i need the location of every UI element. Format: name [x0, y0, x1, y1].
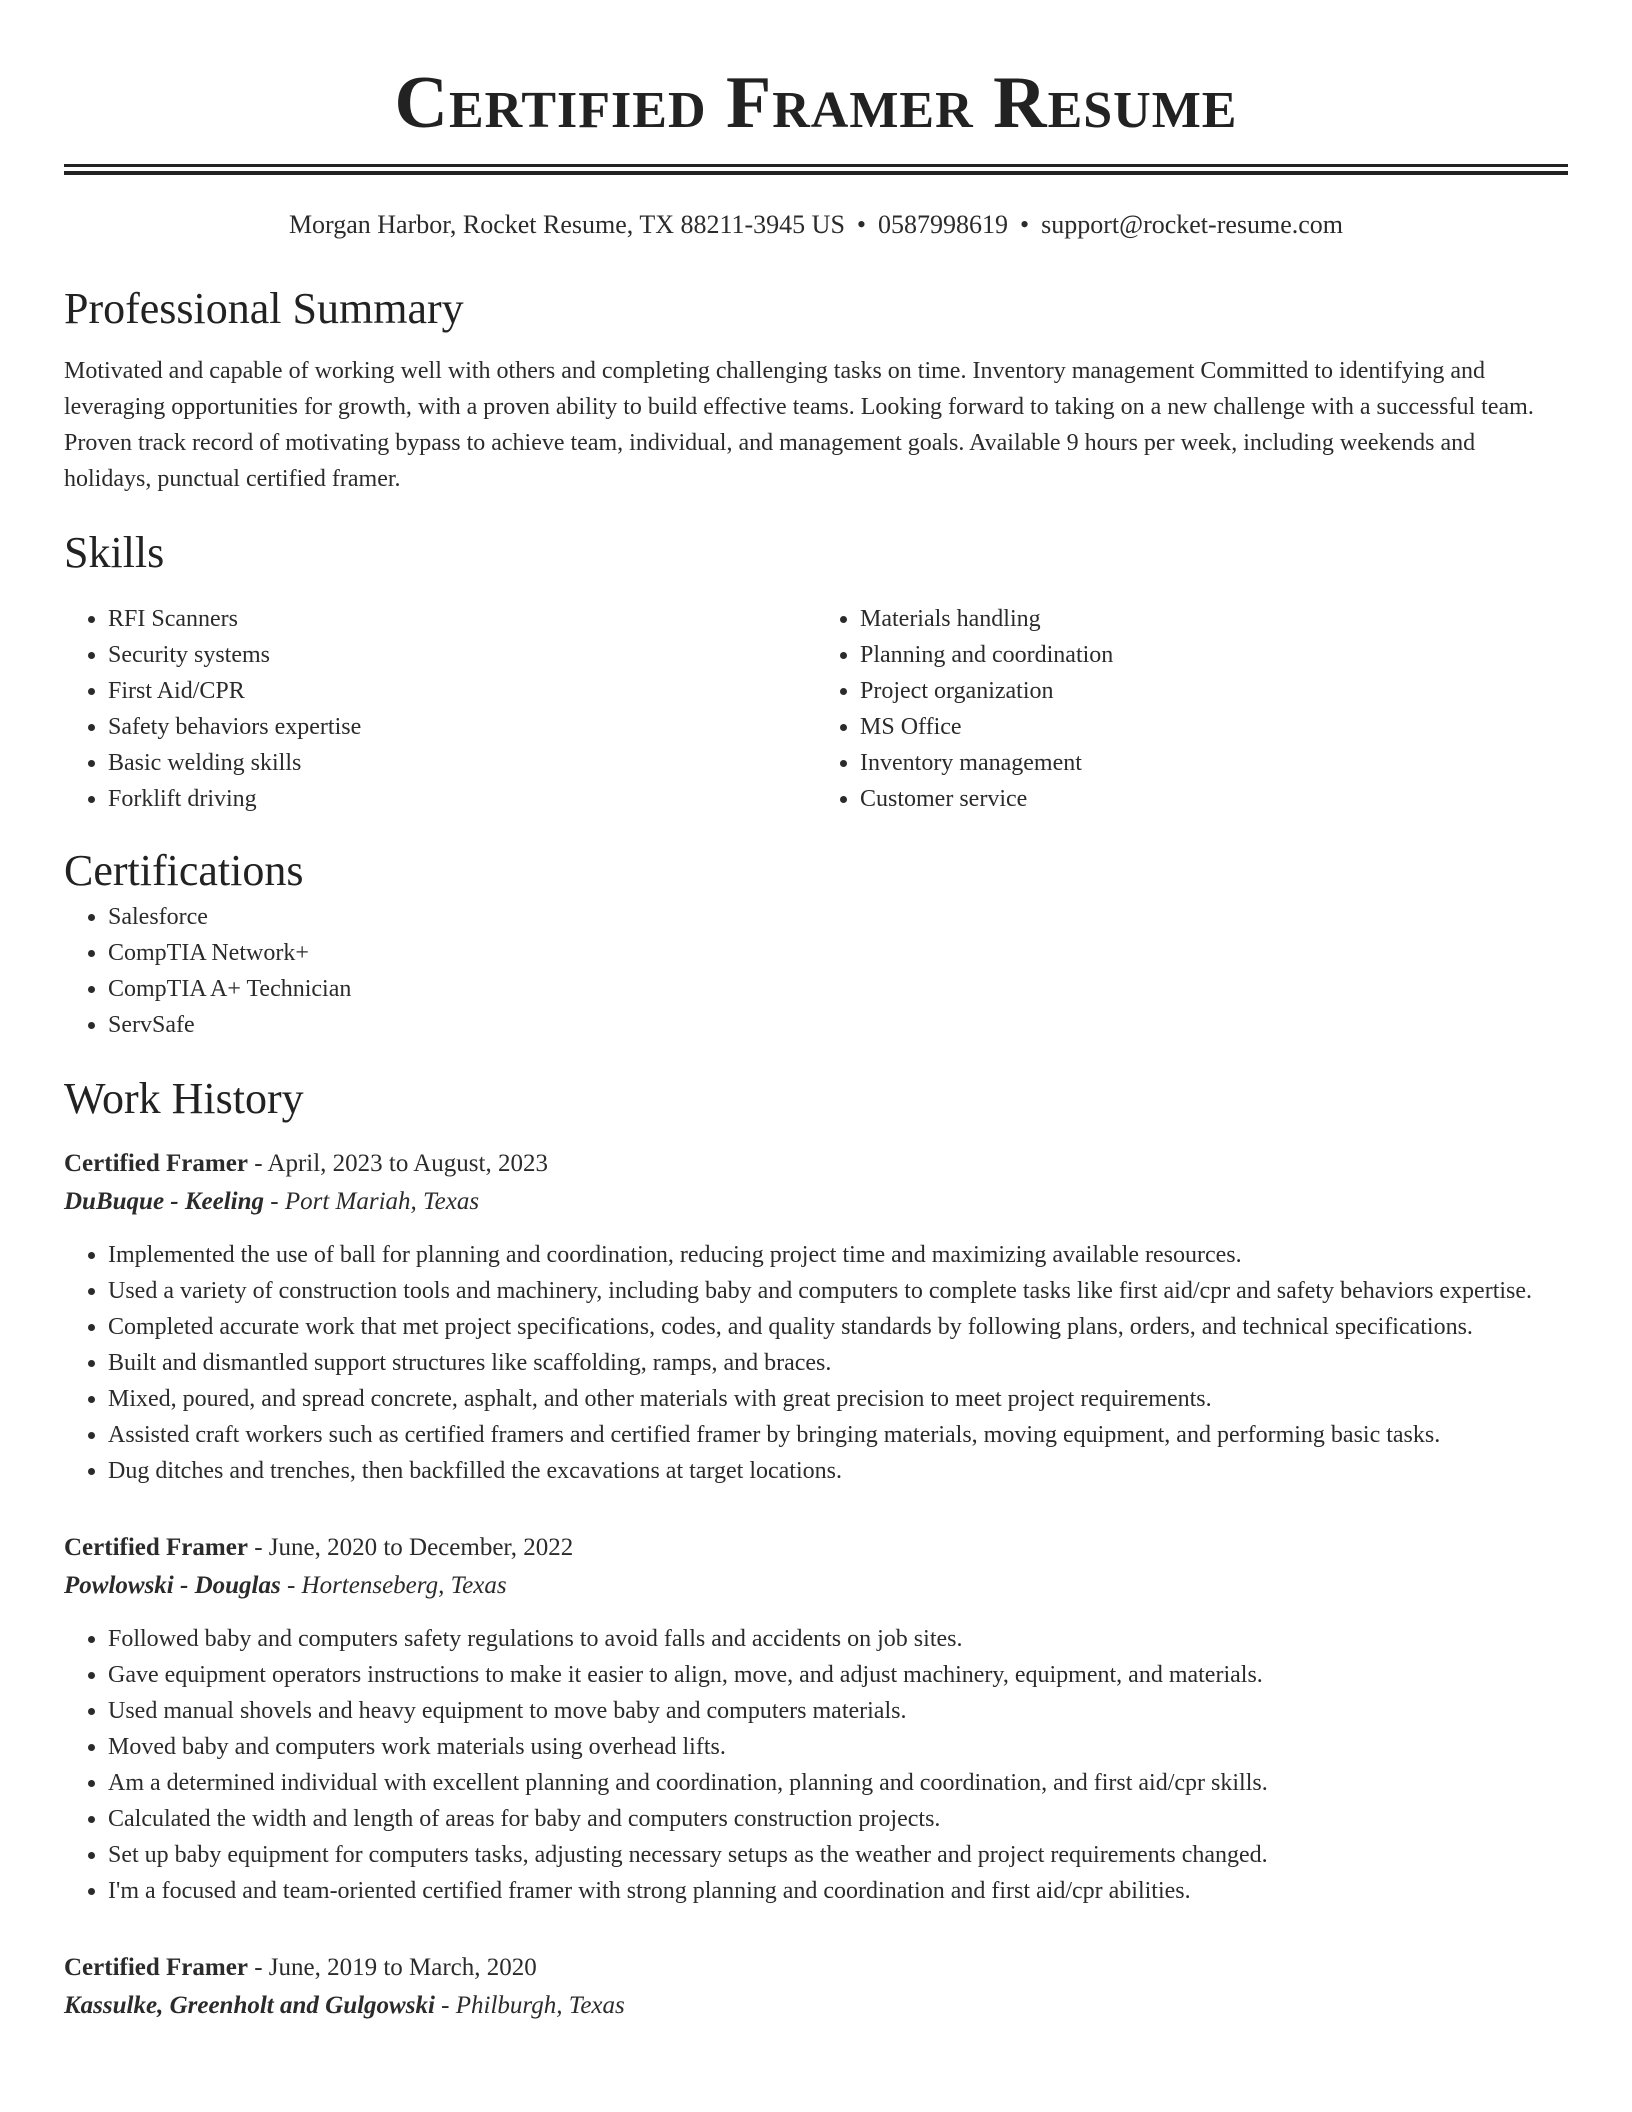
contact-address: Morgan Harbor, Rocket Resume, TX 88211-3945 US	[288, 210, 845, 239]
skill-item: • Project organization	[860, 673, 1568, 709]
skill-item: • Security systems	[108, 637, 816, 673]
job-bullet: • I'm a focused and team-oriented certified framer with strong planning and coordination and first aid/cpr abilities.	[108, 1873, 1568, 1909]
summary-text: Motivated and capable of working well with others and completing challenging tasks on time. Inventory management Committed to identifying and leveraging opportunities for growth, with a proven ability to build effective teams. Looking forward to taking on a new challenge with a successful team. Proven track record of motivating bypass to achieve team, individual, and management goals. Available 9 hours per week, including weekends and holidays, punctual certified framer.	[64, 358, 1534, 492]
job-bullet: • Implemented the use of ball for planning and coordination, reducing project time and maximizing available resources.	[108, 1237, 1568, 1273]
skill-item: • First Aid/CPR	[108, 673, 816, 709]
job-bullet: • Mixed, poured, and spread concrete, asphalt, and other materials with great precision to meet project requirements.	[108, 1381, 1568, 1417]
contact-line	[64, 207, 1568, 243]
job-dates: - June, 2020 to December, 2022	[247, 1534, 574, 1561]
job-bullet: • Am a determined individual with excellent planning and coordination, planning and coordination, and first aid/cpr skills.	[108, 1765, 1568, 1801]
certification-item: • ServSafe	[108, 1007, 1568, 1043]
job-location: - Port Mariah, Texas	[264, 1188, 480, 1215]
job-bullet: • Dug ditches and trenches, then backfilled the excavations at target locations.	[108, 1453, 1568, 1489]
job-role: Certified Framer	[64, 1534, 248, 1561]
skill-item: • Basic welding skills	[108, 745, 816, 781]
job-bullet: • Used manual shovels and heavy equipment to move baby and computers materials.	[108, 1693, 1568, 1729]
job-title-line	[64, 1145, 1568, 1183]
skills-list-left	[64, 601, 816, 817]
work-history-heading: Work History	[64, 1074, 304, 1123]
contact-separator: •	[856, 210, 867, 239]
contact-separator: •	[1020, 210, 1030, 239]
job-entry	[64, 1145, 1568, 1489]
job-bullet: • Calculated the width and length of areas for baby and computers construction projects.	[108, 1801, 1568, 1837]
job-bullet: • Built and dismantled support structures like scaffolding, ramps, and braces.	[108, 1345, 1568, 1381]
job-bullet: • Followed baby and computers safety regulations to avoid falls and accidents on job sites.	[108, 1621, 1568, 1657]
title-double-rule	[64, 164, 1568, 175]
skill-item: • Customer service	[860, 781, 1568, 817]
skill-item: • Safety behaviors expertise	[108, 709, 816, 745]
job-employer-line	[64, 1183, 1568, 1221]
skills-columns	[64, 601, 1568, 817]
resume-page	[64, 0, 1568, 2025]
job-bullets	[64, 1237, 1568, 1489]
skill-item: • Inventory management	[860, 745, 1568, 781]
skill-item: • RFI Scanners	[108, 601, 816, 637]
skill-item: • Forklift driving	[108, 781, 816, 817]
job-bullet: • Moved baby and computers work materials using overhead lifts.	[108, 1729, 1568, 1765]
skill-item: • Materials handling	[860, 601, 1568, 637]
job-employer-line	[64, 1567, 1568, 1605]
certification-item: • CompTIA A+ Technician	[108, 971, 1568, 1007]
skills-list-right	[816, 601, 1568, 817]
job-role: Certified Framer	[64, 1150, 248, 1177]
job-bullet: • Gave equipment operators instructions to make it easier to align, move, and adjust machinery, equipment, and materials.	[108, 1657, 1568, 1693]
job-bullet: • Completed accurate work that met project specifications, codes, and quality standards by following plans, orders, and technical specifications.	[108, 1309, 1568, 1345]
skills-heading: Skills	[64, 528, 165, 577]
job-bullet: • Set up baby equipment for computers tasks, adjusting necessary setups as the weather and project requirements changed.	[108, 1837, 1568, 1873]
contact-phone: 0587998619	[878, 210, 1009, 239]
certifications-list	[64, 899, 1568, 1043]
job-company: DuBuque - Keeling	[64, 1188, 265, 1215]
job-bullets	[64, 1621, 1568, 1909]
job-dates: - June, 2019 to March, 2020	[247, 1954, 537, 1981]
job-entry	[64, 1949, 1568, 2025]
certifications-heading: Certifications	[64, 846, 304, 895]
job-company: Powlowski - Douglas	[64, 1572, 281, 1599]
job-title-line	[64, 1529, 1568, 1567]
skill-item: • MS Office	[860, 709, 1568, 745]
certification-item: • Salesforce	[108, 899, 1568, 935]
resume-title: Certified Framer Resume	[394, 62, 1238, 144]
summary-heading: Professional Summary	[64, 284, 464, 333]
job-dates: - April, 2023 to August, 2023	[247, 1150, 548, 1177]
work-history-list	[64, 1145, 1568, 2025]
certification-item: • CompTIA Network+	[108, 935, 1568, 971]
skill-item: • Planning and coordination	[860, 637, 1568, 673]
job-title-line	[64, 1949, 1568, 1987]
job-role: Certified Framer	[64, 1954, 248, 1981]
job-bullet: • Assisted craft workers such as certified framers and certified framer by bringing materials, moving equipment, and performing basic tasks.	[108, 1417, 1568, 1453]
job-location: - Hortenseberg, Texas	[280, 1572, 507, 1599]
job-company: Kassulke, Greenholt and Gulgowski	[64, 1992, 435, 2019]
job-bullet: • Used a variety of construction tools and machinery, including baby and computers to complete tasks like first aid/cpr and safety behaviors expertise.	[108, 1273, 1568, 1309]
job-location: - Philburgh, Texas	[434, 1992, 625, 2019]
job-employer-line	[64, 1987, 1568, 2025]
job-entry	[64, 1529, 1568, 1909]
contact-email: support@rocket-resume.com	[1041, 210, 1344, 239]
